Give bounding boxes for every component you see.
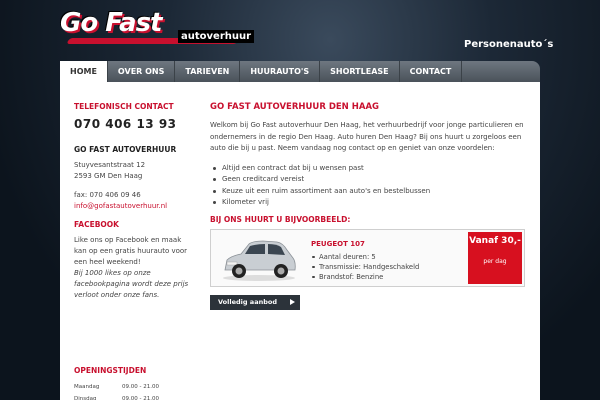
hours-heading: OPENINGSTIJDEN [74,366,147,375]
nav-home[interactable]: HOME [60,61,108,82]
per-day-label: per dag [483,257,507,265]
content-area [60,82,540,400]
car-name: PEUGEOT 107 [311,239,365,248]
car-image [219,236,299,282]
phone-number: 070 406 13 93 [74,117,177,131]
address-city: 2593 GM Den Haag [74,172,143,180]
address-street: Stuyvesantstraat 12 [74,161,146,169]
full-offer-label: Volledig aanbod [218,297,277,306]
nav-contact[interactable]: CONTACT [400,61,463,82]
company-heading: GO FAST AUTOVERHUUR [74,145,177,154]
nav-tarieven[interactable]: TARIEVEN [175,61,240,82]
hours-day: Maandag [74,384,100,390]
logo-subtext: autoverhuur [178,30,254,43]
list-item: Altijd een contract dat bij u wensen past [210,163,525,175]
nav-huurautos[interactable]: HUURAUTO'S [240,61,320,82]
full-offer-button[interactable] [210,295,300,310]
hours-row [74,393,194,400]
nav-over-ons[interactable]: OVER ONS [108,61,175,82]
facebook-text: Like ons op Facebook en maak kan op een gratis huurauto voor een heel weekend! [74,236,188,266]
hours-time: 09.00 - 21.00 [122,384,159,390]
sidebar [74,102,194,301]
facebook-promo: Bij 1000 likes op onze facebookpagina wordt deze prijs verloot onder onze fans. [74,269,189,299]
contact-heading: TELEFONISCH CONTACT [74,102,174,111]
hours-row [74,381,194,393]
car-specs [311,252,419,282]
opening-hours [74,366,194,400]
main-column [210,102,525,310]
intro-text: Welkom bij Go Fast autoverhuur Den Haag, het verhuurbedrijf voor jonge particulieren en ondernemers in de regio Den Haag. Auto huren Den Haag? Bij ons huurt u zorgeloos een auto die bij u past. Neem vandaag nog contact op en geniet van onze voordelen: [210,121,524,152]
fax-number: fax: 070 406 09 46 [74,191,141,199]
page-title: GO FAST AUTOVERHUUR DEN HAAG [210,102,379,112]
personenautos-link[interactable]: Personenauto´s [464,39,554,50]
benefits-list [210,163,525,209]
logo-text: Go Fast [60,8,162,38]
hours-day: Dinsdag [74,396,97,400]
list-item: Transmissie: Handgeschakeld [311,262,419,272]
price-badge [468,232,522,284]
nav-shortlease[interactable]: SHORTLEASE [320,61,400,82]
list-item: Kilometer vrij [210,197,525,209]
facebook-heading: FACEBOOK [74,220,119,229]
main-nav [60,61,540,82]
list-item: Brandstof: Benzine [311,272,419,282]
price-label: Vanaf 30,- [469,235,521,246]
car-offer-card[interactable] [210,229,525,287]
hours-time: 09.00 - 21.00 [122,396,159,400]
list-item: Keuze uit een ruim assortiment aan auto's en bestelbussen [210,186,525,198]
gofast-logo[interactable] [60,8,250,50]
list-item: Aantal deuren: 5 [311,252,419,262]
email-link[interactable]: info@gofastautoverhuur.nl [74,202,168,210]
arrow-right-icon [290,299,295,305]
list-item: Geen creditcard vereist [210,174,525,186]
example-heading: BIJ ONS HUURT U BIJVOORBEELD: [210,214,351,224]
